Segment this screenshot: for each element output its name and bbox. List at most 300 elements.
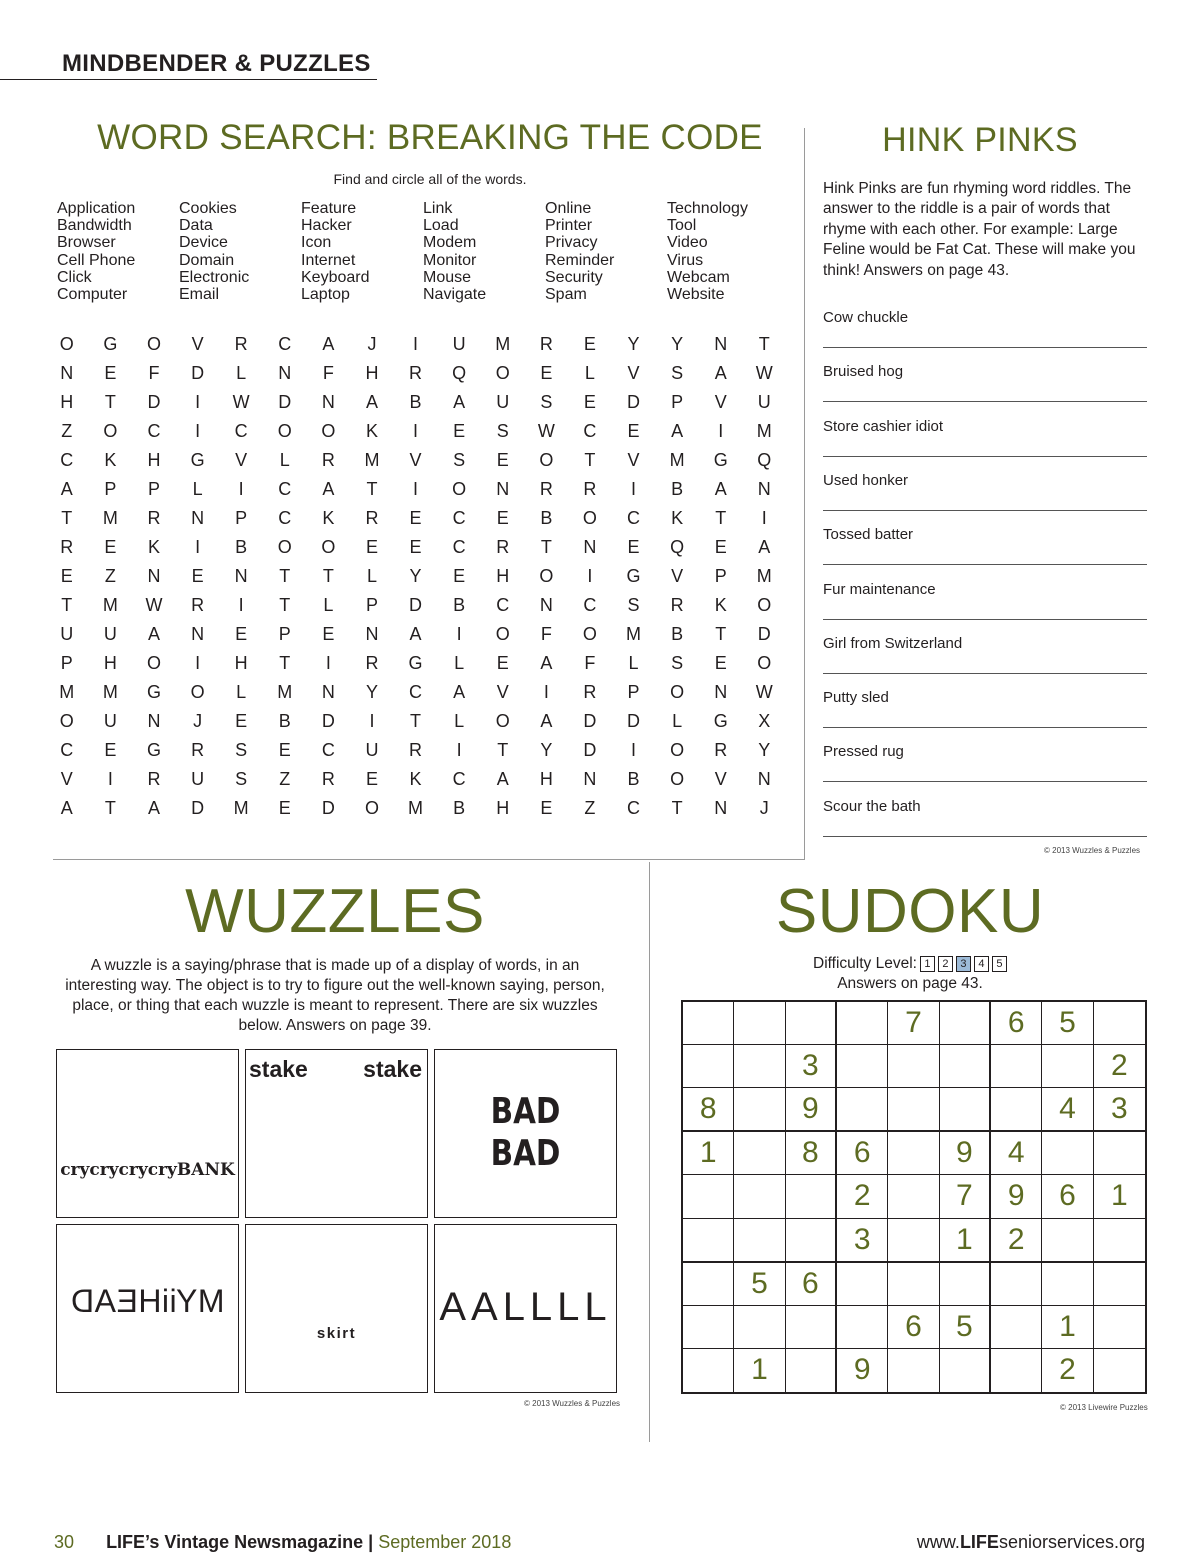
grid-letter[interactable]: O	[364, 798, 379, 818]
sudoku-cell[interactable]: 9	[991, 1175, 1042, 1218]
grid-letter[interactable]: T	[322, 566, 334, 586]
grid-letter[interactable]: L	[584, 363, 595, 383]
grid-letter[interactable]: V	[60, 769, 73, 789]
grid-letter[interactable]: N	[757, 769, 771, 789]
grid-letter[interactable]: I	[631, 740, 637, 760]
grid-letter[interactable]: U	[60, 624, 74, 644]
sudoku-cell[interactable]: 7	[940, 1175, 991, 1218]
grid-letter[interactable]: Y	[758, 740, 771, 760]
grid-letter[interactable]: O	[670, 740, 685, 760]
grid-letter[interactable]: O	[452, 479, 467, 499]
grid-letter[interactable]: L	[454, 653, 465, 673]
grid-letter[interactable]: N	[147, 711, 161, 731]
grid-letter[interactable]: V	[409, 450, 422, 470]
sudoku-cell[interactable]: 9	[940, 1132, 991, 1175]
grid-letter[interactable]: T	[104, 392, 116, 412]
grid-letter[interactable]: T	[410, 711, 422, 731]
grid-letter[interactable]: Q	[757, 450, 772, 470]
sudoku-cell[interactable]	[940, 1045, 991, 1088]
grid-letter[interactable]: S	[235, 740, 248, 760]
grid-letter[interactable]: Q	[670, 537, 685, 557]
grid-letter[interactable]: V	[191, 334, 204, 354]
grid-letter[interactable]: Q	[452, 363, 467, 383]
sudoku-cell[interactable]	[786, 1219, 837, 1263]
sudoku-cell[interactable]: 5	[734, 1263, 785, 1306]
grid-letter[interactable]: M	[626, 624, 642, 644]
grid-letter[interactable]: K	[671, 508, 684, 528]
grid-letter[interactable]: R	[365, 653, 379, 673]
sudoku-cell[interactable]	[786, 1175, 837, 1218]
sudoku-cell[interactable]	[1094, 1002, 1145, 1045]
grid-letter[interactable]: C	[452, 508, 466, 528]
grid-letter[interactable]: D	[627, 711, 641, 731]
sudoku-cell[interactable]	[683, 1175, 734, 1218]
grid-letter[interactable]: B	[453, 798, 466, 818]
grid-letter[interactable]: H	[103, 653, 117, 673]
grid-letter[interactable]: U	[103, 624, 117, 644]
grid-letter[interactable]: P	[627, 682, 640, 702]
grid-letter[interactable]: M	[495, 334, 511, 354]
grid-letter[interactable]: Y	[365, 682, 378, 702]
sudoku-cell[interactable]	[786, 1306, 837, 1349]
sudoku-cell[interactable]	[734, 1045, 785, 1088]
grid-letter[interactable]: C	[278, 508, 292, 528]
grid-letter[interactable]: B	[671, 479, 684, 499]
grid-letter[interactable]: E	[191, 566, 204, 586]
grid-letter[interactable]: E	[409, 508, 422, 528]
sudoku-cell[interactable]: 2	[837, 1175, 888, 1218]
grid-letter[interactable]: A	[365, 392, 378, 412]
grid-letter[interactable]: O	[495, 711, 510, 731]
grid-letter[interactable]: I	[413, 421, 419, 441]
grid-letter[interactable]: C	[627, 798, 641, 818]
sudoku-cell[interactable]	[683, 1349, 734, 1392]
grid-letter[interactable]: K	[147, 537, 160, 557]
sudoku-cell[interactable]	[1042, 1263, 1093, 1306]
grid-letter[interactable]: I	[413, 334, 419, 354]
grid-letter[interactable]: T	[497, 740, 509, 760]
grid-letter[interactable]: L	[454, 711, 465, 731]
grid-letter[interactable]: E	[235, 624, 248, 644]
grid-letter[interactable]: I	[543, 682, 549, 702]
sudoku-cell[interactable]: 1	[940, 1219, 991, 1263]
sudoku-cell[interactable]	[940, 1263, 991, 1306]
sudoku-cell[interactable]: 7	[888, 1002, 939, 1045]
grid-letter[interactable]: G	[626, 566, 641, 586]
sudoku-cell[interactable]	[888, 1263, 939, 1306]
grid-letter[interactable]: O	[321, 537, 336, 557]
grid-letter[interactable]: H	[234, 653, 248, 673]
sudoku-cell[interactable]	[888, 1219, 939, 1263]
sudoku-cell[interactable]: 9	[837, 1349, 888, 1392]
grid-letter[interactable]: N	[147, 566, 161, 586]
grid-letter[interactable]: A	[409, 624, 422, 644]
grid-letter[interactable]: O	[495, 363, 510, 383]
grid-letter[interactable]: N	[583, 537, 597, 557]
sudoku-cell[interactable]: 6	[991, 1002, 1042, 1045]
grid-letter[interactable]: G	[146, 682, 161, 702]
grid-letter[interactable]: E	[104, 740, 117, 760]
grid-letter[interactable]: H	[365, 363, 379, 383]
grid-letter[interactable]: N	[191, 624, 205, 644]
grid-letter[interactable]: A	[671, 421, 684, 441]
grid-letter[interactable]: L	[323, 595, 334, 615]
grid-letter[interactable]: E	[365, 537, 378, 557]
grid-letter[interactable]: S	[235, 769, 248, 789]
grid-letter[interactable]: K	[322, 508, 335, 528]
grid-letter[interactable]: E	[627, 421, 640, 441]
grid-letter[interactable]: M	[756, 566, 772, 586]
grid-letter[interactable]: O	[277, 421, 292, 441]
grid-letter[interactable]: E	[540, 363, 553, 383]
grid-letter[interactable]: U	[452, 334, 466, 354]
sudoku-cell[interactable]	[786, 1349, 837, 1392]
grid-letter[interactable]: C	[321, 740, 335, 760]
sudoku-cell[interactable]: 6	[837, 1132, 888, 1175]
grid-letter[interactable]: A	[714, 363, 727, 383]
sudoku-cell[interactable]	[837, 1306, 888, 1349]
grid-letter[interactable]: A	[540, 711, 553, 731]
sudoku-cell[interactable]	[786, 1002, 837, 1045]
grid-letter[interactable]: R	[583, 479, 597, 499]
grid-letter[interactable]: Y	[671, 334, 684, 354]
sudoku-cell[interactable]	[1042, 1045, 1093, 1088]
answer-line[interactable]	[823, 619, 1147, 620]
grid-letter[interactable]: O	[103, 421, 118, 441]
grid-letter[interactable]: F	[322, 363, 334, 383]
grid-letter[interactable]: K	[104, 450, 117, 470]
sudoku-cell[interactable]	[991, 1088, 1042, 1132]
grid-letter[interactable]: H	[147, 450, 161, 470]
grid-letter[interactable]: D	[147, 392, 161, 412]
grid-letter[interactable]: S	[671, 363, 684, 383]
grid-letter[interactable]: G	[146, 740, 161, 760]
grid-letter[interactable]: C	[583, 421, 597, 441]
answer-line[interactable]	[823, 401, 1147, 402]
grid-letter[interactable]: C	[496, 595, 510, 615]
grid-letter[interactable]: C	[452, 769, 466, 789]
answer-line[interactable]	[823, 510, 1147, 511]
grid-letter[interactable]: E	[409, 537, 422, 557]
sudoku-cell[interactable]	[683, 1219, 734, 1263]
grid-letter[interactable]: L	[279, 450, 290, 470]
grid-letter[interactable]: E	[104, 537, 117, 557]
grid-letter[interactable]: R	[234, 334, 248, 354]
grid-letter[interactable]: P	[365, 595, 378, 615]
grid-letter[interactable]: C	[409, 682, 423, 702]
sudoku-cell[interactable]: 2	[991, 1219, 1042, 1263]
grid-letter[interactable]: N	[583, 769, 597, 789]
grid-letter[interactable]: O	[582, 508, 597, 528]
grid-letter[interactable]: W	[145, 595, 163, 615]
sudoku-cell[interactable]: 8	[786, 1132, 837, 1175]
grid-letter[interactable]: A	[147, 624, 160, 644]
grid-letter[interactable]: S	[496, 421, 509, 441]
sudoku-cell[interactable]: 2	[1042, 1349, 1093, 1392]
answer-line[interactable]	[823, 727, 1147, 728]
grid-letter[interactable]: D	[191, 798, 205, 818]
grid-letter[interactable]: C	[60, 740, 74, 760]
grid-letter[interactable]: R	[191, 595, 205, 615]
grid-letter[interactable]: M	[102, 508, 118, 528]
grid-letter[interactable]: F	[584, 653, 596, 673]
sudoku-cell[interactable]	[837, 1263, 888, 1306]
grid-letter[interactable]: U	[191, 769, 205, 789]
grid-letter[interactable]: S	[540, 392, 553, 412]
grid-letter[interactable]: W	[537, 421, 555, 441]
grid-letter[interactable]: S	[671, 653, 684, 673]
grid-letter[interactable]: O	[59, 334, 74, 354]
sudoku-cell[interactable]	[683, 1306, 734, 1349]
grid-letter[interactable]: I	[631, 479, 637, 499]
answer-line[interactable]	[823, 347, 1147, 348]
sudoku-cell[interactable]: 6	[786, 1263, 837, 1306]
grid-letter[interactable]: O	[59, 711, 74, 731]
grid-letter[interactable]: D	[757, 624, 771, 644]
grid-letter[interactable]: H	[496, 798, 510, 818]
grid-letter[interactable]: U	[365, 740, 379, 760]
grid-letter[interactable]: M	[102, 682, 118, 702]
grid-letter[interactable]: R	[670, 595, 684, 615]
grid-letter[interactable]: I	[107, 769, 113, 789]
grid-letter[interactable]: R	[365, 508, 379, 528]
grid-letter[interactable]: T	[715, 508, 727, 528]
grid-letter[interactable]: T	[279, 595, 291, 615]
grid-letter[interactable]: T	[61, 595, 73, 615]
answer-line[interactable]	[823, 836, 1147, 837]
grid-letter[interactable]: I	[195, 653, 201, 673]
sudoku-cell[interactable]: 1	[1042, 1306, 1093, 1349]
grid-letter[interactable]: O	[277, 537, 292, 557]
grid-letter[interactable]: Y	[627, 334, 640, 354]
grid-letter[interactable]: S	[627, 595, 640, 615]
sudoku-cell[interactable]	[888, 1349, 939, 1392]
sudoku-cell[interactable]: 5	[940, 1306, 991, 1349]
sudoku-cell[interactable]: 9	[786, 1088, 837, 1132]
grid-letter[interactable]: C	[278, 334, 292, 354]
grid-letter[interactable]: Z	[104, 566, 116, 586]
grid-letter[interactable]: R	[539, 334, 553, 354]
sudoku-cell[interactable]	[734, 1219, 785, 1263]
grid-letter[interactable]: U	[496, 392, 510, 412]
grid-letter[interactable]: E	[278, 740, 291, 760]
grid-letter[interactable]: J	[367, 334, 377, 354]
sudoku-cell[interactable]	[837, 1088, 888, 1132]
grid-letter[interactable]: G	[103, 334, 118, 354]
grid-letter[interactable]: Y	[409, 566, 422, 586]
sudoku-cell[interactable]	[888, 1175, 939, 1218]
grid-letter[interactable]: Y	[540, 740, 553, 760]
grid-letter[interactable]: C	[147, 421, 161, 441]
sudoku-cell[interactable]	[1094, 1132, 1145, 1175]
grid-letter[interactable]: V	[714, 392, 727, 412]
grid-letter[interactable]: N	[321, 682, 335, 702]
grid-letter[interactable]: D	[191, 363, 205, 383]
grid-letter[interactable]: I	[195, 421, 201, 441]
grid-letter[interactable]: Z	[584, 798, 596, 818]
grid-letter[interactable]: K	[365, 421, 378, 441]
sudoku-cell[interactable]	[991, 1306, 1042, 1349]
grid-letter[interactable]: C	[452, 537, 466, 557]
sudoku-cell[interactable]	[837, 1045, 888, 1088]
sudoku-cell[interactable]: 6	[1042, 1175, 1093, 1218]
grid-letter[interactable]: N	[234, 566, 248, 586]
grid-letter[interactable]: C	[60, 450, 74, 470]
grid-letter[interactable]: I	[587, 566, 593, 586]
grid-letter[interactable]: G	[408, 653, 423, 673]
grid-letter[interactable]: E	[714, 653, 727, 673]
grid-letter[interactable]: T	[279, 566, 291, 586]
grid-letter[interactable]: U	[103, 711, 117, 731]
grid-letter[interactable]: R	[496, 537, 510, 557]
grid-letter[interactable]: J	[193, 711, 203, 731]
grid-letter[interactable]: O	[670, 682, 685, 702]
answer-line[interactable]	[823, 781, 1147, 782]
grid-letter[interactable]: O	[146, 334, 161, 354]
sudoku-cell[interactable]	[940, 1002, 991, 1045]
grid-letter[interactable]: R	[147, 508, 161, 528]
grid-letter[interactable]: I	[413, 479, 419, 499]
grid-letter[interactable]: L	[628, 653, 639, 673]
sudoku-cell[interactable]: 4	[1042, 1088, 1093, 1132]
grid-letter[interactable]: P	[714, 566, 727, 586]
grid-letter[interactable]: I	[325, 653, 331, 673]
grid-letter[interactable]: O	[190, 682, 205, 702]
grid-letter[interactable]: X	[758, 711, 771, 731]
grid-letter[interactable]: N	[757, 479, 771, 499]
grid-letter[interactable]: B	[278, 711, 291, 731]
grid-letter[interactable]: N	[278, 363, 292, 383]
grid-letter[interactable]: E	[365, 769, 378, 789]
answer-line[interactable]	[823, 456, 1147, 457]
grid-letter[interactable]: M	[277, 682, 293, 702]
grid-letter[interactable]: P	[235, 508, 248, 528]
grid-letter[interactable]: A	[758, 537, 771, 557]
grid-letter[interactable]: E	[235, 711, 248, 731]
grid-letter[interactable]: A	[540, 653, 553, 673]
grid-letter[interactable]: W	[755, 363, 773, 383]
grid-letter[interactable]: V	[627, 363, 640, 383]
sudoku-cell[interactable]	[1042, 1132, 1093, 1175]
grid-letter[interactable]: I	[369, 711, 375, 731]
grid-letter[interactable]: R	[191, 740, 205, 760]
grid-letter[interactable]: D	[583, 740, 597, 760]
grid-letter[interactable]: B	[627, 769, 640, 789]
grid-letter[interactable]: B	[671, 624, 684, 644]
grid-letter[interactable]: R	[409, 363, 423, 383]
grid-letter[interactable]: P	[104, 479, 117, 499]
grid-letter[interactable]: E	[60, 566, 73, 586]
grid-letter[interactable]: R	[60, 537, 74, 557]
grid-letter[interactable]: T	[584, 450, 596, 470]
grid-letter[interactable]: L	[672, 711, 683, 731]
grid-letter[interactable]: A	[322, 334, 335, 354]
sudoku-cell[interactable]	[888, 1088, 939, 1132]
answer-line[interactable]	[823, 673, 1147, 674]
grid-letter[interactable]: R	[583, 682, 597, 702]
grid-letter[interactable]: W	[755, 682, 773, 702]
sudoku-cell[interactable]: 1	[1094, 1175, 1145, 1218]
grid-letter[interactable]: V	[235, 450, 248, 470]
grid-letter[interactable]: T	[715, 624, 727, 644]
grid-letter[interactable]: R	[321, 769, 335, 789]
grid-letter[interactable]: A	[453, 392, 466, 412]
sudoku-cell[interactable]	[1094, 1349, 1145, 1392]
grid-letter[interactable]: M	[102, 595, 118, 615]
grid-letter[interactable]: O	[757, 595, 772, 615]
grid-letter[interactable]: E	[583, 392, 596, 412]
grid-letter[interactable]: G	[713, 711, 728, 731]
grid-letter[interactable]: V	[671, 566, 684, 586]
grid-letter[interactable]: O	[539, 450, 554, 470]
grid-letter[interactable]: R	[409, 740, 423, 760]
grid-letter[interactable]: E	[453, 421, 466, 441]
grid-letter[interactable]: R	[321, 450, 335, 470]
website-url[interactable]	[917, 1532, 1145, 1553]
sudoku-cell[interactable]	[940, 1088, 991, 1132]
grid-letter[interactable]: M	[364, 450, 380, 470]
grid-letter[interactable]: F	[540, 624, 552, 644]
sudoku-cell[interactable]: 3	[1094, 1088, 1145, 1132]
grid-letter[interactable]: O	[539, 566, 554, 586]
grid-letter[interactable]: P	[671, 392, 684, 412]
grid-letter[interactable]: R	[539, 479, 553, 499]
grid-letter[interactable]: D	[278, 392, 292, 412]
grid-letter[interactable]: E	[714, 537, 727, 557]
grid-letter[interactable]: B	[235, 537, 248, 557]
grid-letter[interactable]: I	[718, 421, 724, 441]
grid-letter[interactable]: N	[60, 363, 74, 383]
grid-letter[interactable]: D	[583, 711, 597, 731]
sudoku-cell[interactable]	[734, 1088, 785, 1132]
grid-letter[interactable]: A	[714, 479, 727, 499]
grid-letter[interactable]: V	[714, 769, 727, 789]
grid-letter[interactable]: L	[236, 363, 247, 383]
grid-letter[interactable]: L	[236, 682, 247, 702]
grid-letter[interactable]: C	[234, 421, 248, 441]
sudoku-cell[interactable]	[734, 1132, 785, 1175]
grid-letter[interactable]: B	[409, 392, 422, 412]
sudoku-cell[interactable]	[1042, 1219, 1093, 1263]
grid-letter[interactable]: A	[322, 479, 335, 499]
grid-letter[interactable]: M	[233, 798, 249, 818]
grid-letter[interactable]: K	[714, 595, 727, 615]
grid-letter[interactable]: D	[321, 798, 335, 818]
grid-letter[interactable]: V	[496, 682, 509, 702]
grid-letter[interactable]: D	[409, 595, 423, 615]
grid-letter[interactable]: C	[583, 595, 597, 615]
grid-letter[interactable]: A	[496, 769, 509, 789]
grid-letter[interactable]: E	[453, 566, 466, 586]
grid-letter[interactable]: A	[147, 798, 160, 818]
grid-letter[interactable]: O	[670, 769, 685, 789]
grid-letter[interactable]: T	[758, 334, 770, 354]
grid-letter[interactable]: N	[496, 479, 510, 499]
grid-letter[interactable]: I	[761, 508, 767, 528]
grid-letter[interactable]: I	[238, 479, 244, 499]
sudoku-cell[interactable]: 1	[683, 1132, 734, 1175]
grid-letter[interactable]: E	[496, 450, 509, 470]
grid-letter[interactable]: Z	[279, 769, 291, 789]
grid-letter[interactable]: E	[496, 508, 509, 528]
grid-letter[interactable]: G	[190, 450, 205, 470]
sudoku-cell[interactable]: 5	[1042, 1002, 1093, 1045]
grid-letter[interactable]: I	[456, 624, 462, 644]
sudoku-cell[interactable]	[683, 1263, 734, 1306]
grid-letter[interactable]: O	[321, 421, 336, 441]
sudoku-cell[interactable]	[1094, 1306, 1145, 1349]
grid-letter[interactable]: R	[147, 769, 161, 789]
